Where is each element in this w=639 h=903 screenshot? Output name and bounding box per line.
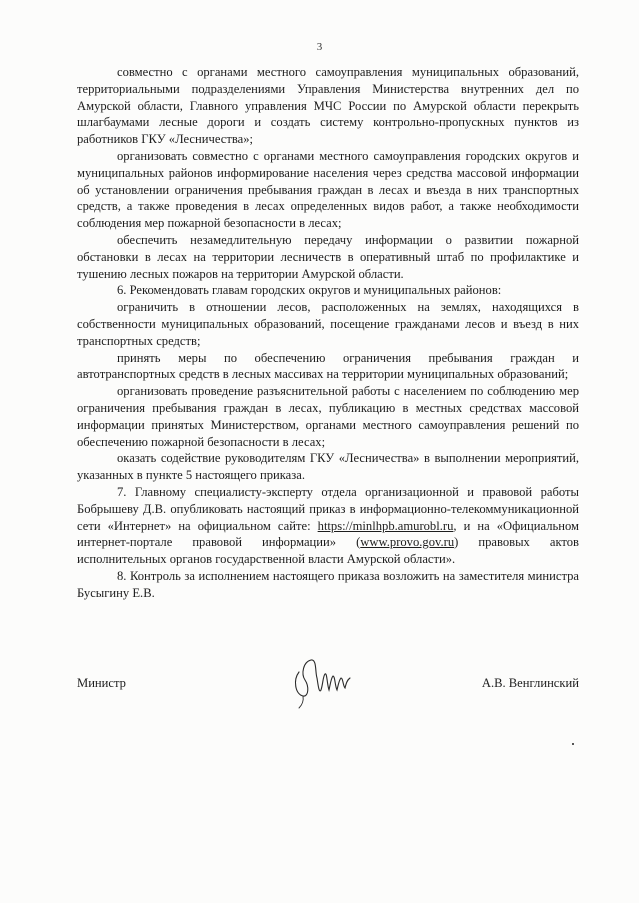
- signature-block: [77, 676, 579, 696]
- paragraph-7-text-b: , и на «Официальном интернет-портале правовой информации» (: [77, 518, 579, 550]
- paragraph-6-heading: 6. Рекомендовать главам городских округов и муниципальных районов:: [117, 283, 502, 298]
- paragraph-5-item-2: организовать совместно с органами местного самоуправления городских округов и муниципальных районов информирование населения через средства массовой информации об установлении ограничения пребывания граждан в лесах и въезда в них транспортных средств, а также проведения в лесах определенных видов работ, а также необходимости соблюдения мер пожарной безопасности в лесах;: [77, 148, 579, 231]
- paragraph-8: 8. Контроль за исполнением настоящего приказа возложить на заместителя министра Бусыгину Е.В.: [77, 568, 579, 600]
- paragraph-6-item-4: оказать содействие руководителям ГКУ «Лесничества» в выполнении мероприятий, указанных в пункте 5 настоящего приказа.: [77, 451, 579, 483]
- scan-speck: [572, 743, 574, 745]
- ministry-site-link[interactable]: https://minlhpb.amurobl.ru: [317, 518, 454, 533]
- signatory-title: Министр: [77, 676, 126, 690]
- document-body: [77, 64, 579, 602]
- legal-portal-link[interactable]: www.provo.gov.ru: [360, 535, 455, 550]
- paragraph-5-item-3: обеспечить незамедлительную передачу информации о развитии пожарной обстановки в лесах на территории лесничеств в оперативный штаб по профилактике и тушению лесных пожаров на территории Амурской области.: [77, 232, 579, 281]
- paragraph-6-item-3: организовать проведение разъяснительной работы с населением по соблюдению мер ограничения пребывания граждан в лесах, публикацию в местных средствах массовой информации принятых Министерством, органами местного самоуправления решений по обеспечению пожарной безопасности в лесах;: [77, 384, 579, 449]
- signatory-name: А.В. Венглинский: [481, 676, 579, 690]
- paragraph-7-text-a: 7. Главному специалисту-эксперту отдела организационной и правовой работы Бобрышеву Д.В. опубликовать настоящий приказ в информационно-телекоммуникационной сети «Интернет» на официальном сайте:: [77, 484, 579, 533]
- paragraph-7: [77, 484, 579, 568]
- paragraph-6-item-1: ограничить в отношении лесов, расположенных на землях, находящихся в собственности муниципальных образований, посещение гражданами лесов и въезд в них транспортных средств;: [77, 300, 579, 348]
- page-number: 3: [316, 41, 323, 53]
- paragraph-7-text-c: ) правовых актов исполнительных органов государственной власти Амурской области».: [77, 535, 579, 567]
- paragraph-5-item-1: совместно с органами местного самоуправления муниципальных образований, территориальными подразделениями Управления Министерства внутренних дел по Амурской области, Главного управления МЧС России по Амурской области перекрыть шлагбаумами лесные дороги и создать систему контрольно-пропускных пунктов из работников ГКУ «Лесничества»;: [77, 65, 579, 147]
- paragraph-6-item-2: принять меры по обеспечению ограничения пребывания граждан и автотранспортных средств в лесных массивах на территории муниципальных образований;: [77, 350, 579, 382]
